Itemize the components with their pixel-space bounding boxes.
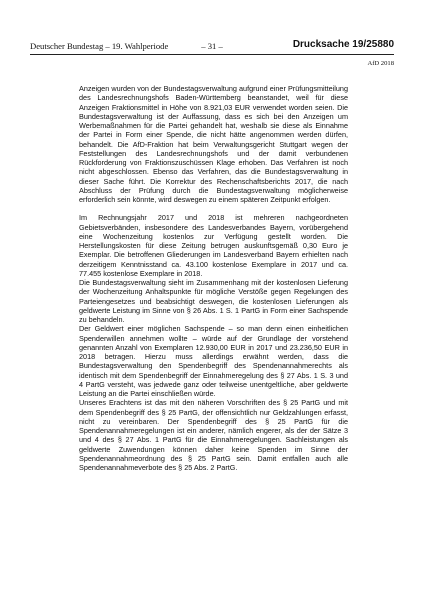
section-label: AfD 2018 [367, 60, 394, 67]
paragraph-4: Der Geldwert einer möglichen Sachspende – so man denn einen einheitlichen Spenderwillen annehmen wollte – würde auf der Grundlage der vorstehend genannten Anzahl von Exemplaren 12.930,00 EUR in 2017 und 23.236,50 EUR in 2018 betragen. Hierzu muss allerdings erwähnt werden, dass die Bundestagsverwaltung den Spendenbegriff des Spendenannahmerechts als identisch mit dem Spendenbegriff der Einnahmeregelung des § 27 Abs. 1 S. 3 und 4 PartG versteht, was jedwede ganz oder teilweise unentgeltliche, aber geldwerte Leistung an die Partei einschließen würde. [79, 324, 348, 398]
paragraph-2: Im Rechnungsjahr 2017 und 2018 ist mehreren nachgeordneten Gebietsverbänden, insbesondere des Landesverbandes Bayern, vorübergehend eine Wochenzeitung kostenlos zur Verfügung gestellt worden. Die Herstellungskosten für diese Zeitung betrugen auskunftsgemäß 0,30 Euro je Exemplar. Die betroffenen Gliederungen im Landesverband Bayern erhielten nach derzeitigem Kenntnisstand ca. 43.100 kostenlose Exemplare in 2017 und ca. 77.455 kostenlose Exemplare in 2018. [79, 213, 348, 278]
paragraph-5: Unseres Erachtens ist das mit den näheren Vorschriften des § 25 PartG und mit dem Spendenbegriff des § 25 PartG, der offensichtlich nur Geldzahlungen erfasst, nicht zu vereinbaren. Der Spendenbegriff des § 25 PartG für die Spendenannahmeregelungen ist ein anderer, nämlich engerer, als der der Sätze 3 und 4 des § 27 Abs. 1 PartG für die Einnahmeregelungen. Sachleistungen als geldwerte Zuwendungen können daher keine Spenden im Sinne der Spendenannahmeordnung des § 25 PartG sein. Damit entfallen auch alle Spendenannahmeverbote des § 25 Abs. 2 PartG. [79, 398, 348, 472]
document-body [79, 84, 348, 472]
header-publication: Deutscher Bundestag – 19. Wahlperiode [30, 41, 169, 51]
header-page-number: – 31 – [201, 41, 223, 51]
page-header [30, 40, 394, 55]
paragraph-1: Anzeigen wurden von der Bundestagsverwaltung aufgrund einer Prüfungsmitteilung des Landesrechnungshofs Baden-Württemberg beanstandet, weil für diese Anzeigen Fraktionsmittel in Höhe von 8.921,03 EUR verwendet worden seien. Die Bundestagsverwaltung ist der Auffassung, dass es sich bei den Anzeigen um Werbemaßnahmen für die Partei gehandelt hat, weshalb sie diese als Einnahme der Partei in Form einer Spende, die nicht hätte angenommen werden dürfen, behandelt. Die AfD-Fraktion hat beim Verwaltungsgericht Stuttgart wegen der Feststellungen des Landesrechnungshofs und der damit verbundenen Rückforderung von Fraktionszuschüssen Klage erhoben. Das Verfahren ist noch nicht abgeschlossen. Ebenso das Verfahren, das die Bundestagsverwaltung in dieser Sache führt. Die Korrektur des Rechenschaftsberichts 2017, die nach Abschluss der Prüfung durch die Bundestagsverwaltung möglicherweise erforderlich sein könnte, wird deswegen zu einem späteren Zeitpunkt erfolgen. [79, 84, 348, 204]
paragraph-3: Die Bundestagsverwaltung sieht im Zusammenhang mit der kostenlosen Lieferung der Wochenzeitung Anhaltspunkte für mögliche Verstöße gegen Regelungen des Parteiengesetzes und beabsichtigt deswegen, die kostenlosen Lieferungen als geldwerte Leistung im Sinne von § 26 Abs. 1 S. 1 PartG in Form einer Sachspende zu behandeln. [79, 278, 348, 324]
header-document-number: Drucksache 19/25880 [292, 39, 394, 50]
